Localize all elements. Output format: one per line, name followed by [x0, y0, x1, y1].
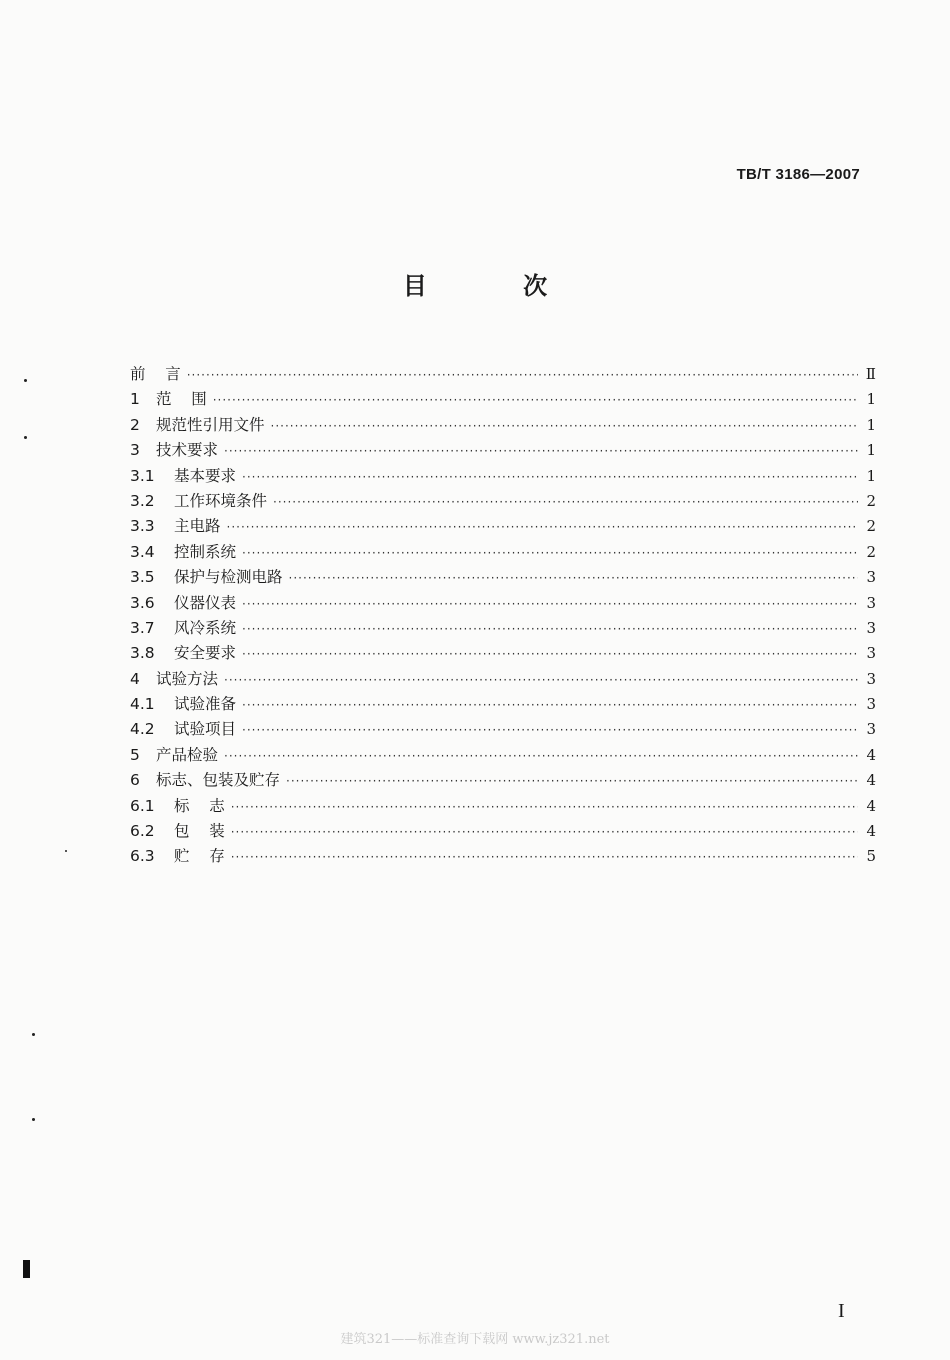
toc-entry-number: 3: [130, 441, 140, 460]
toc-leader-dots: [227, 520, 858, 534]
toc-entry-number: 3.1: [130, 466, 155, 485]
toc-entry-label: 保护与检测电路: [174, 568, 283, 587]
toc-entry-number: 6: [130, 771, 140, 790]
toc-entry-4-1[interactable]: [130, 692, 876, 717]
toc-entry-3-8[interactable]: [130, 641, 876, 666]
toc-entry-page: Ⅱ: [865, 365, 876, 383]
toc-entry-6-2[interactable]: [130, 819, 876, 844]
toc-entry-page: 3: [866, 618, 876, 637]
toc-leader-dots: [231, 825, 858, 839]
toc-entry-3-2[interactable]: [130, 489, 876, 514]
toc-leader-dots: [242, 597, 858, 611]
toc-leader-dots: [271, 419, 858, 433]
toc-leader-dots: [286, 774, 858, 788]
toc-leader-dots: [242, 723, 858, 737]
toc-entry-number: 4: [130, 669, 140, 688]
toc-entry-label: 前 言: [130, 365, 181, 383]
toc-entry-1[interactable]: [130, 387, 876, 412]
toc-entry-number: 3.2: [130, 491, 155, 510]
toc-entry-6-3[interactable]: [130, 844, 876, 869]
toc-entry-6[interactable]: [130, 768, 876, 793]
toc-entry-number: 3.6: [130, 593, 155, 612]
toc-leader-dots: [224, 444, 858, 458]
toc-entry-number: 3.3: [130, 517, 155, 536]
toc-entry-label: 产品检验: [156, 745, 219, 764]
scan-speck: [24, 436, 27, 439]
table-of-contents: [130, 362, 876, 870]
toc-entry-label: 试验项目: [174, 720, 237, 739]
toc-entry-label: 主电路: [174, 517, 221, 536]
toc-entry-number: 1: [130, 390, 140, 409]
watermark: 建筑321——标准查询下载网 www.jz321.net: [340, 1332, 610, 1347]
toc-entry-label: 仪器仪表: [174, 593, 237, 612]
toc-entry-page: 2: [866, 542, 876, 561]
toc-entry-label: 试验方法: [156, 669, 219, 688]
toc-entry-page: 3: [866, 695, 876, 714]
toc-entry-label: 包 装: [174, 822, 225, 841]
toc-entry-page: 4: [866, 796, 876, 815]
toc-entry-page: 3: [866, 720, 876, 739]
toc-entry-label: 标 志: [174, 796, 225, 815]
toc-entry-3-6[interactable]: [130, 591, 876, 616]
toc-entry-page: 4: [866, 745, 876, 764]
toc-entry-number: 4.2: [130, 720, 155, 739]
toc-leader-dots: [187, 368, 858, 382]
toc-entry-number: 4.1: [130, 695, 155, 714]
toc-entry-label: 规范性引用文件: [156, 415, 265, 434]
scan-speck: [24, 379, 27, 382]
toc-entry-6-1[interactable]: [130, 794, 876, 819]
toc-entry-label: 安全要求: [174, 644, 237, 663]
toc-entry-3-5[interactable]: [130, 565, 876, 590]
toc-entry-label: 控制系统: [174, 542, 237, 561]
toc-entry-page: 4: [866, 771, 876, 790]
toc-leader-dots: [231, 850, 858, 864]
toc-leader-dots: [242, 470, 858, 484]
toc-entry-label: 工作环境条件: [174, 491, 268, 510]
toc-entry-page: 3: [866, 669, 876, 688]
toc-leader-dots: [224, 749, 858, 763]
toc-entry-number: 5: [130, 745, 140, 764]
toc-entry-number: 3.4: [130, 542, 155, 561]
toc-entry-label: 贮 存: [174, 847, 225, 866]
toc-entry-4-2[interactable]: [130, 717, 876, 742]
toc-entry-page: 1: [866, 415, 876, 434]
toc-entry-page: 1: [866, 441, 876, 460]
toc-entry-number: 3.8: [130, 644, 155, 663]
scan-speck: [32, 1118, 35, 1121]
toc-entry-3-7[interactable]: [130, 616, 876, 641]
toc-entry-3-1[interactable]: [130, 464, 876, 489]
toc-entry-foreword[interactable]: [130, 362, 876, 387]
toc-entry-label: 技术要求: [156, 441, 219, 460]
toc-entry-number: 6.2: [130, 822, 155, 841]
toc-entry-label: 试验准备: [174, 695, 237, 714]
toc-entry-label: 标志、包装及贮存: [156, 771, 281, 790]
toc-leader-dots: [242, 622, 858, 636]
toc-entry-page: 3: [866, 644, 876, 663]
toc-leader-dots: [224, 673, 858, 687]
toc-entry-3-3[interactable]: [130, 514, 876, 539]
toc-entry-number: 2: [130, 415, 140, 434]
toc-entry-3-4[interactable]: [130, 540, 876, 565]
scan-edge-mark: [23, 1260, 30, 1278]
toc-entry-label: 基本要求: [174, 466, 237, 485]
toc-title: 目 次: [402, 272, 592, 300]
toc-entry-number: 6.1: [130, 796, 155, 815]
toc-entry-page: 3: [866, 593, 876, 612]
toc-entry-5[interactable]: [130, 743, 876, 768]
toc-entry-page: 4: [866, 822, 876, 841]
toc-leader-dots: [213, 393, 858, 407]
toc-entry-page: 5: [866, 847, 876, 866]
toc-entry-label: 风冷系统: [174, 618, 237, 637]
toc-leader-dots: [289, 571, 858, 585]
toc-entry-label: 范 围: [156, 390, 207, 409]
toc-entry-2[interactable]: [130, 413, 876, 438]
toc-entry-page: 2: [866, 491, 876, 510]
toc-entry-page: 1: [866, 390, 876, 409]
toc-leader-dots: [273, 495, 858, 509]
toc-leader-dots: [242, 698, 858, 712]
standard-code: TB/T 3186—2007: [736, 166, 860, 183]
toc-entry-page: 3: [866, 568, 876, 587]
toc-leader-dots: [231, 800, 858, 814]
scan-speck: [65, 850, 67, 852]
toc-leader-dots: [242, 546, 858, 560]
toc-entry-page: 1: [866, 466, 876, 485]
toc-entry-4[interactable]: [130, 667, 876, 692]
toc-entry-number: 3.5: [130, 568, 155, 587]
toc-entry-number: 3.7: [130, 618, 155, 637]
toc-entry-3[interactable]: [130, 438, 876, 463]
page-number: I: [838, 1300, 845, 1322]
toc-entry-page: 2: [866, 517, 876, 536]
toc-entry-number: 6.3: [130, 847, 155, 866]
toc-leader-dots: [242, 647, 858, 661]
scan-speck: [32, 1033, 35, 1036]
